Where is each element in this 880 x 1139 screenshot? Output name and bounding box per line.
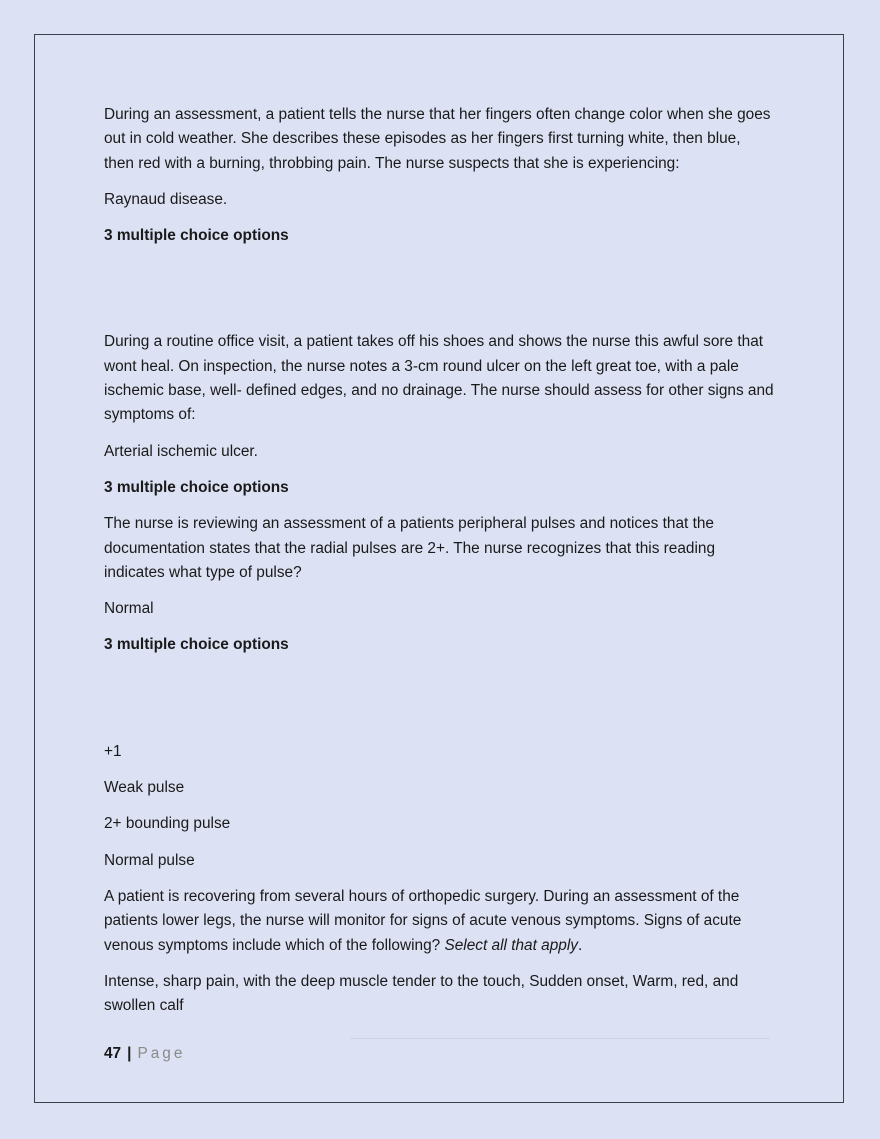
- footer-separator: |: [127, 1045, 132, 1062]
- question-2-answer: Arterial ischemic ulcer.: [104, 442, 258, 460]
- question-3-option: Normal pulse: [104, 851, 195, 869]
- question-3-options-label: 3 multiple choice options: [104, 636, 289, 654]
- page-content: [104, 103, 774, 1030]
- question-4-answer: Intense, sharp pain, with the deep muscle tender to the touch, Sudden onset, Warm, red, and swollen calf: [104, 972, 739, 1015]
- page-footer: [104, 1045, 185, 1063]
- spacer: [104, 670, 774, 740]
- question-4-text-end: .: [577, 936, 583, 954]
- question-3-text: The nurse is reviewing an assessment of a patients peripheral pulses and notices that the documentation states that the radial pulses are 2+. The nurse recognizes that this reading indicates what type of pulse?: [104, 515, 716, 581]
- question-1-text: During an assessment, a patient tells the nurse that her fingers often change color when she goes out in cold weather. She describes these episodes as her fingers first turning white, then blue, then red with a burning, throbbing pain. The nurse suspects that she is experiencing:: [104, 106, 771, 172]
- question-1-options-label: 3 multiple choice options: [104, 227, 289, 245]
- question-2-text: During a routine office visit, a patient takes off his shoes and shows the nurse this awful sore that wont heal. On inspection, the nurse notes a 3-cm round ulcer on the left great toe, with a pale ischemic base, well- defined edges, and no drainage. The nurse should assess for other signs and symptoms of:: [104, 333, 774, 424]
- question-1-answer: Raynaud disease.: [104, 190, 228, 208]
- question-4-text-italic: Select all that apply: [444, 936, 578, 954]
- question-3-option: +1: [104, 742, 122, 760]
- footer-rule: [350, 1038, 770, 1039]
- question-4-text: [104, 885, 774, 958]
- question-2-options-label: 3 multiple choice options: [104, 478, 289, 496]
- page-number: 47: [104, 1045, 122, 1062]
- question-4-text-main: A patient is recovering from several hours of orthopedic surgery. During an assessment of the patients lower legs, the nurse will monitor for signs of acute venous symptoms. Signs of acute venous symptoms include which of the following?: [104, 887, 742, 954]
- question-3-option: 2+ bounding pulse: [104, 815, 231, 833]
- spacer: [104, 260, 774, 330]
- question-3-option: Weak pulse: [104, 779, 185, 797]
- page-label: Page: [137, 1045, 186, 1062]
- question-3-answer: Normal: [104, 600, 154, 618]
